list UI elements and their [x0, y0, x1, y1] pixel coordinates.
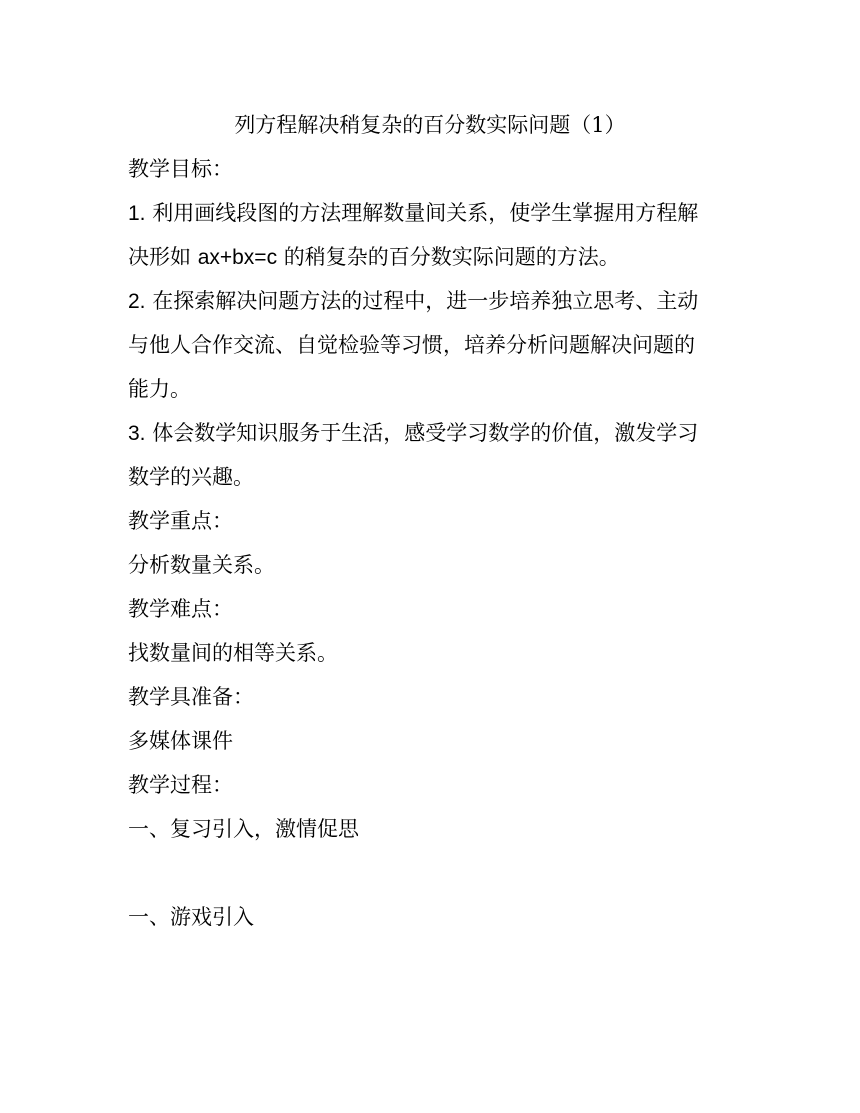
difficulty-heading: 教学难点： — [128, 597, 233, 621]
objective-2-line-1 — [128, 286, 698, 317]
objective-1-number: 1. — [128, 202, 146, 225]
objective-2-line-3: 能力。 — [128, 377, 191, 401]
materials-heading: 教学具准备： — [128, 685, 254, 709]
key-point-heading: 教学重点： — [128, 509, 233, 533]
document-title: 列方程解决稍复杂的百分数实际问题（1） — [234, 113, 626, 137]
objectives-heading: 教学目标： — [128, 157, 233, 181]
objective-3-number: 3. — [128, 422, 146, 445]
objective-3-line-1 — [128, 418, 698, 449]
objective-1-text-pre: 决形如 — [128, 245, 191, 269]
objective-3-text: 体会数学知识服务于生活，感受学习数学的价值，激发学习 — [152, 421, 699, 445]
materials-text: 多媒体课件 — [128, 729, 233, 753]
process-heading: 教学过程： — [128, 773, 233, 797]
objective-1-formula: ax+bx=c — [197, 246, 278, 269]
section-2-heading: 一、游戏引入 — [128, 905, 254, 929]
difficulty-text: 找数量间的相等关系。 — [128, 641, 338, 665]
objective-2-line-2: 与他人合作交流、自觉检验等习惯，培养分析问题解决问题的 — [128, 333, 695, 357]
key-point-text: 分析数量关系。 — [128, 553, 275, 577]
objective-1-line-2 — [128, 242, 620, 273]
objective-1-text-post: 的稍复杂的百分数实际问题的方法。 — [283, 245, 620, 269]
objective-1-line-1 — [128, 198, 698, 229]
objective-3-line-2: 数学的兴趣。 — [128, 465, 254, 489]
objective-2-text: 在探索解决问题方法的过程中，进一步培养独立思考、主动 — [152, 289, 699, 313]
section-1-heading: 一、复习引入，激情促思 — [128, 817, 359, 841]
objective-1-text: 利用画线段图的方法理解数量间关系，使学生掌握用方程解 — [152, 201, 699, 225]
objective-2-number: 2. — [128, 290, 146, 313]
